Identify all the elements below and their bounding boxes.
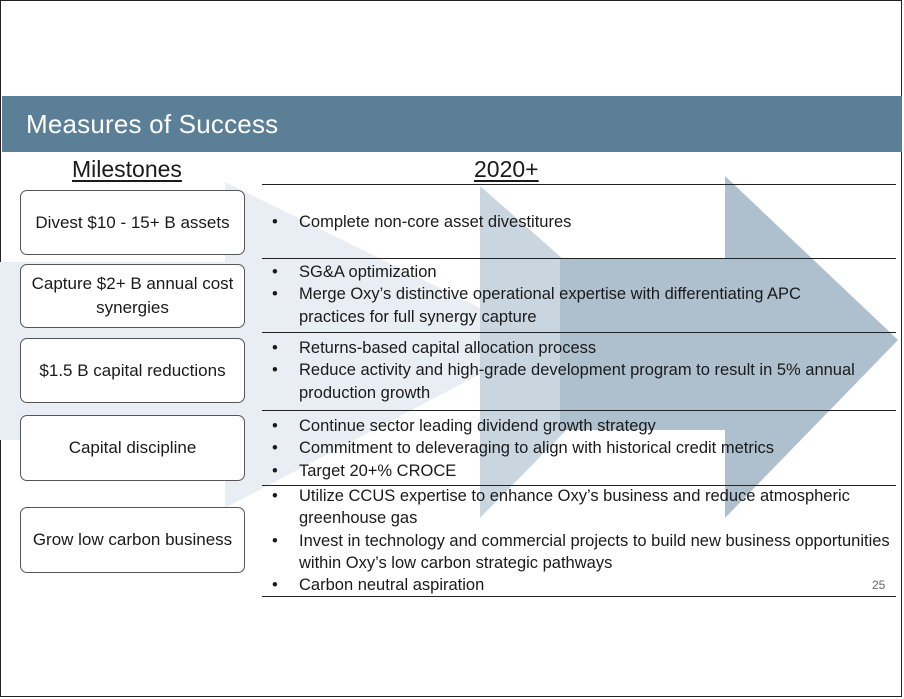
bullet-item: • Commitment to deleveraging to align with historical credit metrics — [270, 437, 870, 459]
bullet-item: • Complete non-core asset divestitures — [270, 211, 571, 233]
bullet-item: • SG&A optimization — [270, 261, 860, 283]
bullet-item: • Target 20+% CROCE — [270, 460, 870, 482]
divider — [262, 184, 896, 185]
bullet-item: • Carbon neutral aspiration — [270, 574, 895, 596]
bullet-list-divest — [270, 211, 571, 233]
bullet-item: • Continue sector leading dividend growth strategy — [270, 415, 870, 437]
timeline-header: 2020+ — [474, 156, 539, 182]
bullet-list-capital-reductions — [270, 337, 860, 404]
page-number: 25 — [872, 578, 886, 592]
bullet-item: • Returns-based capital allocation process — [270, 337, 860, 359]
milestone-box-low-carbon: Grow low carbon business — [20, 507, 245, 573]
bullet-item: • Reduce activity and high-grade development program to result in 5% annual production growth — [270, 359, 860, 404]
milestone-box-divest: Divest $10 - 15+ B assets — [20, 190, 245, 255]
bullet-list-low-carbon — [270, 485, 895, 596]
milestone-box-synergies: Capture $2+ B annual cost synergies — [20, 264, 245, 328]
bullet-list-capital-discipline — [270, 415, 870, 482]
bullet-item: • Merge Oxy’s distinctive operational expertise with differentiating APC practices for full synergy capture — [270, 283, 860, 328]
divider — [262, 332, 896, 333]
bullet-item: • Utilize CCUS expertise to enhance Oxy’s business and reduce atmospheric greenhouse gas — [270, 485, 895, 530]
bullet-item: • Invest in technology and commercial projects to build new business opportunities within Oxy’s low carbon strategic pathways — [270, 530, 895, 575]
divider — [262, 410, 896, 411]
divider — [262, 258, 896, 259]
bullet-list-synergies — [270, 261, 860, 328]
milestone-box-capital-reductions: $1.5 B capital reductions — [20, 338, 245, 403]
milestone-box-capital-discipline: Capital discipline — [20, 415, 245, 481]
slide-title: Measures of Success — [26, 109, 279, 139]
milestones-header: Milestones — [72, 156, 182, 182]
